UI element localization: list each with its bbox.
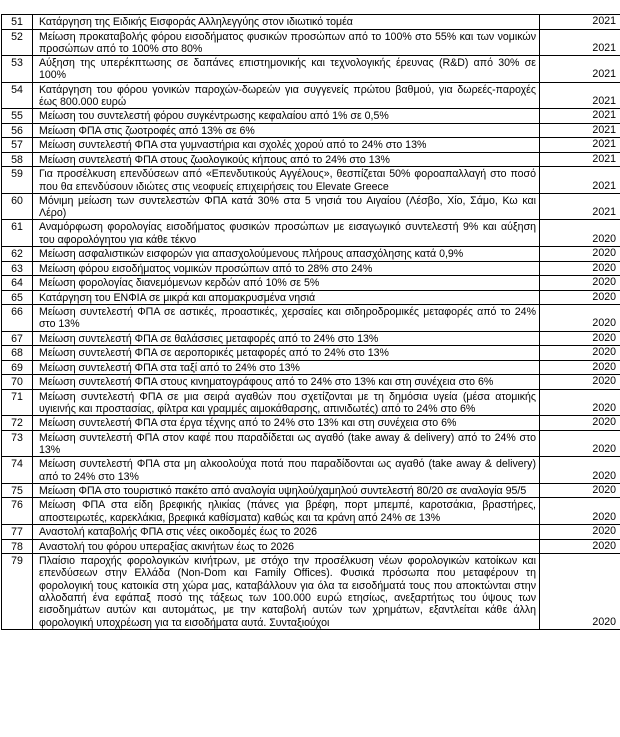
measure-year: 2021 <box>540 15 620 30</box>
table-row <box>2 152 620 167</box>
measure-year: 2021 <box>540 138 620 153</box>
table-row <box>2 123 620 138</box>
measure-description: Αναστολή του φόρου υπεραξίας ακινήτων έως το 2026 <box>33 539 540 554</box>
table-row <box>2 554 620 630</box>
measure-description: Μείωση ΦΠΑ στο τουριστικό πακέτο από αναλογία υψηλού/χαμηλού συντελεστή 80/20 σε αναλογία 95/5 <box>33 483 540 498</box>
row-number: 73 <box>2 430 33 457</box>
table-body <box>2 15 620 630</box>
measure-description: Κατάργηση του φόρου γονικών παροχών-δωρεών για συγγενείς πρώτου βαθμού, για δωρεές-παροχές έως 800.000 ευρώ <box>33 82 540 109</box>
measure-year: 2020 <box>540 305 620 332</box>
measure-year: 2021 <box>540 123 620 138</box>
table-row <box>2 276 620 291</box>
table-row <box>2 483 620 498</box>
measure-description: Μείωση συντελεστή ΦΠΑ σε μια σειρά αγαθών που σχετίζονται με τη δημόσια υγεία (μέσα ατομικής υγιεινής και προστασίας, φίλτρα και γραμμές αιμοκάθαρσης, απινιδωτές) από το 24% στο 6% <box>33 389 540 416</box>
row-number: 75 <box>2 483 33 498</box>
measure-year: 2020 <box>540 554 620 630</box>
measure-year: 2020 <box>540 276 620 291</box>
measure-description: Μείωση ασφαλιστικών εισφορών για απασχολούμενους πλήρους απασχόλησης κατά 0,9% <box>33 247 540 262</box>
measure-year: 2020 <box>540 416 620 431</box>
row-number: 68 <box>2 346 33 361</box>
table-row <box>2 430 620 457</box>
measure-description: Μείωση ΦΠΑ στα είδη βρεφικής ηλικίας (πάνες για βρέφη, πορτ μπεμπέ, καροτσάκια, βραστήρες, αποστειρωτές, καρεκλάκια, βρεφικά καθίσματα) καθώς και τα κράνη από 24% σε 13% <box>33 498 540 525</box>
row-number: 76 <box>2 498 33 525</box>
row-number: 59 <box>2 167 33 194</box>
measure-description: Μείωση συντελεστή ΦΠΑ στα έργα τέχνης από το 24% στο 13% και στη συνέχεια στο 6% <box>33 416 540 431</box>
table-row <box>2 389 620 416</box>
row-number: 52 <box>2 29 33 56</box>
row-number: 70 <box>2 375 33 390</box>
tax-measures-table <box>1 14 620 630</box>
measure-year: 2020 <box>540 389 620 416</box>
row-number: 51 <box>2 15 33 30</box>
table-row <box>2 29 620 56</box>
row-number: 55 <box>2 109 33 124</box>
measure-description: Μείωση φορολογίας διανεμόμενων κερδών από 10% σε 5% <box>33 276 540 291</box>
table-row <box>2 261 620 276</box>
row-number: 72 <box>2 416 33 431</box>
measure-year: 2021 <box>540 29 620 56</box>
table-row <box>2 167 620 194</box>
measure-description: Μείωση συντελεστή ΦΠΑ σε αστικές, προαστικές, χερσαίες και σιδηροδρομικές μεταφορές από το 24% στο 13% <box>33 305 540 332</box>
table-row <box>2 56 620 83</box>
row-number: 64 <box>2 276 33 291</box>
measure-description: Μείωση συντελεστή ΦΠΑ σε θαλάσσιες μεταφορές από το 24% στο 13% <box>33 331 540 346</box>
measure-description: Μείωση συντελεστή ΦΠΑ στους ζωολογικούς κήπους από το 24% στο 13% <box>33 152 540 167</box>
measures-document <box>1 14 615 630</box>
table-row <box>2 457 620 484</box>
measure-year: 2020 <box>540 539 620 554</box>
measure-description: Αναμόρφωση φορολογίας εισοδήματος φυσικών προσώπων με εισαγωγικό συντελεστή 9% και αύξηση του αφορολόγητου για κάθε τέκνο <box>33 220 540 247</box>
measure-description: Μείωση προκαταβολής φόρου εισοδήματος φυσικών προσώπων από το 100% στο 55% και των νομικών προσώπων από το 100% στο 80% <box>33 29 540 56</box>
table-row <box>2 82 620 109</box>
measure-year: 2020 <box>540 346 620 361</box>
row-number: 71 <box>2 389 33 416</box>
table-row <box>2 375 620 390</box>
measure-year: 2021 <box>540 109 620 124</box>
measure-year: 2020 <box>540 360 620 375</box>
measure-year: 2021 <box>540 56 620 83</box>
measure-year: 2020 <box>540 498 620 525</box>
table-row <box>2 331 620 346</box>
measure-year: 2020 <box>540 430 620 457</box>
row-number: 77 <box>2 525 33 540</box>
table-row <box>2 416 620 431</box>
row-number: 65 <box>2 290 33 305</box>
table-row <box>2 525 620 540</box>
row-number: 57 <box>2 138 33 153</box>
measure-description: Για προσέλκυση επενδύσεων από «Επενδυτικούς Αγγέλους», θεσπίζεται 50% φοροαπαλλαγή στο ποσό που θα επενδύσουν ιδιώτες στις νεοφυείς επιχειρήσεις του Elevate Greece <box>33 167 540 194</box>
measure-description: Μείωση φόρου εισοδήματος νομικών προσώπων από το 28% στο 24% <box>33 261 540 276</box>
measure-description: Μείωση συντελεστή ΦΠΑ στα μη αλκοολούχα ποτά που παραδίδονται ως αγαθό (take away & delivery) από το 24% στο 13% <box>33 457 540 484</box>
row-number: 74 <box>2 457 33 484</box>
measure-year: 2020 <box>540 290 620 305</box>
measure-description: Μόνιμη μείωση των συντελεστών ΦΠΑ κατά 30% στα 5 νησιά του Αιγαίου (Λέσβο, Χίο, Σάμο, Κω και Λέρο) <box>33 193 540 220</box>
measure-year: 2021 <box>540 167 620 194</box>
table-row <box>2 109 620 124</box>
table-row <box>2 193 620 220</box>
measure-description: Αναστολή καταβολής ΦΠΑ στις νέες οικοδομές έως το 2026 <box>33 525 540 540</box>
row-number: 66 <box>2 305 33 332</box>
measure-year: 2020 <box>540 331 620 346</box>
table-row <box>2 247 620 262</box>
row-number: 54 <box>2 82 33 109</box>
row-number: 60 <box>2 193 33 220</box>
measure-year: 2021 <box>540 193 620 220</box>
measure-year: 2020 <box>540 525 620 540</box>
table-row <box>2 539 620 554</box>
table-row <box>2 138 620 153</box>
row-number: 61 <box>2 220 33 247</box>
measure-description: Κατάργηση της Ειδικής Εισφοράς Αλληλεγγύης στον ιδιωτικό τομέα <box>33 15 540 30</box>
measure-description: Μείωση συντελεστή ΦΠΑ στα γυμναστήρια και σχολές χορού από το 24% στο 13% <box>33 138 540 153</box>
row-number: 53 <box>2 56 33 83</box>
measure-description: Μείωση του συντελεστή φόρου συγκέντρωσης κεφαλαίου από 1% σε 0,5% <box>33 109 540 124</box>
measure-year: 2020 <box>540 261 620 276</box>
measure-description: Αύξηση της υπερέκπτωσης σε δαπάνες επιστημονικής και τεχνολογικής έρευνας (R&D) από 30% σε 100% <box>33 56 540 83</box>
table-row <box>2 346 620 361</box>
table-row <box>2 290 620 305</box>
row-number: 62 <box>2 247 33 262</box>
row-number: 67 <box>2 331 33 346</box>
row-number: 63 <box>2 261 33 276</box>
measure-description: Μείωση συντελεστή ΦΠΑ σε αεροπορικές μεταφορές από το 24% στο 13% <box>33 346 540 361</box>
measure-description: Μείωση συντελεστή ΦΠΑ στα ταξί από το 24% στο 13% <box>33 360 540 375</box>
table-row <box>2 220 620 247</box>
measure-year: 2020 <box>540 483 620 498</box>
measure-year: 2020 <box>540 457 620 484</box>
measure-year: 2021 <box>540 82 620 109</box>
measure-description: Πλαίσιο παροχής φορολογικών κινήτρων, με στόχο την προσέλκυση νέων φορολογικών κατοίκων και επενδύσεων στην Ελλάδα (Non-Dom και Family Offices). Φυσικά πρόσωπα που μεταφέρουν τη φορολογική τους κατοικία στη χώρα μας, καταβάλλουν για όλα τα εισοδήματά τους που αποκτώνται στην αλλοδαπή ένα εφάπαξ ποσό της τάξεως των 100.000 ευρώ ετησίως, ανεξαρτήτως του ύψους των εισοδημάτων αυτών και αυτομάτως, με την καταβολή αυτών των χρημάτων, εξαντλείται κάθε άλλη φορολογική υποχρέωση για τα εισοδήματα αυτά. Συνταξιούχοι <box>33 554 540 630</box>
measure-description: Μείωση συντελεστή ΦΠΑ στον καφέ που παραδίδεται ως αγαθό (take away & delivery) από το 24% στο 13% <box>33 430 540 457</box>
measure-description: Μείωση ΦΠΑ στις ζωοτροφές από 13% σε 6% <box>33 123 540 138</box>
measure-year: 2020 <box>540 375 620 390</box>
measure-year: 2020 <box>540 220 620 247</box>
measure-description: Μείωση συντελεστή ΦΠΑ στους κινηματογράφους από το 24% στο 13% και στη συνέχεια στο 6% <box>33 375 540 390</box>
table-row <box>2 498 620 525</box>
table-row <box>2 360 620 375</box>
row-number: 58 <box>2 152 33 167</box>
table-row <box>2 305 620 332</box>
measure-year: 2020 <box>540 247 620 262</box>
row-number: 78 <box>2 539 33 554</box>
measure-description: Κατάργηση του ΕΝΦΙΑ σε μικρά και απομακρυσμένα νησιά <box>33 290 540 305</box>
row-number: 56 <box>2 123 33 138</box>
measure-year: 2021 <box>540 152 620 167</box>
table-row <box>2 15 620 30</box>
row-number: 79 <box>2 554 33 630</box>
row-number: 69 <box>2 360 33 375</box>
